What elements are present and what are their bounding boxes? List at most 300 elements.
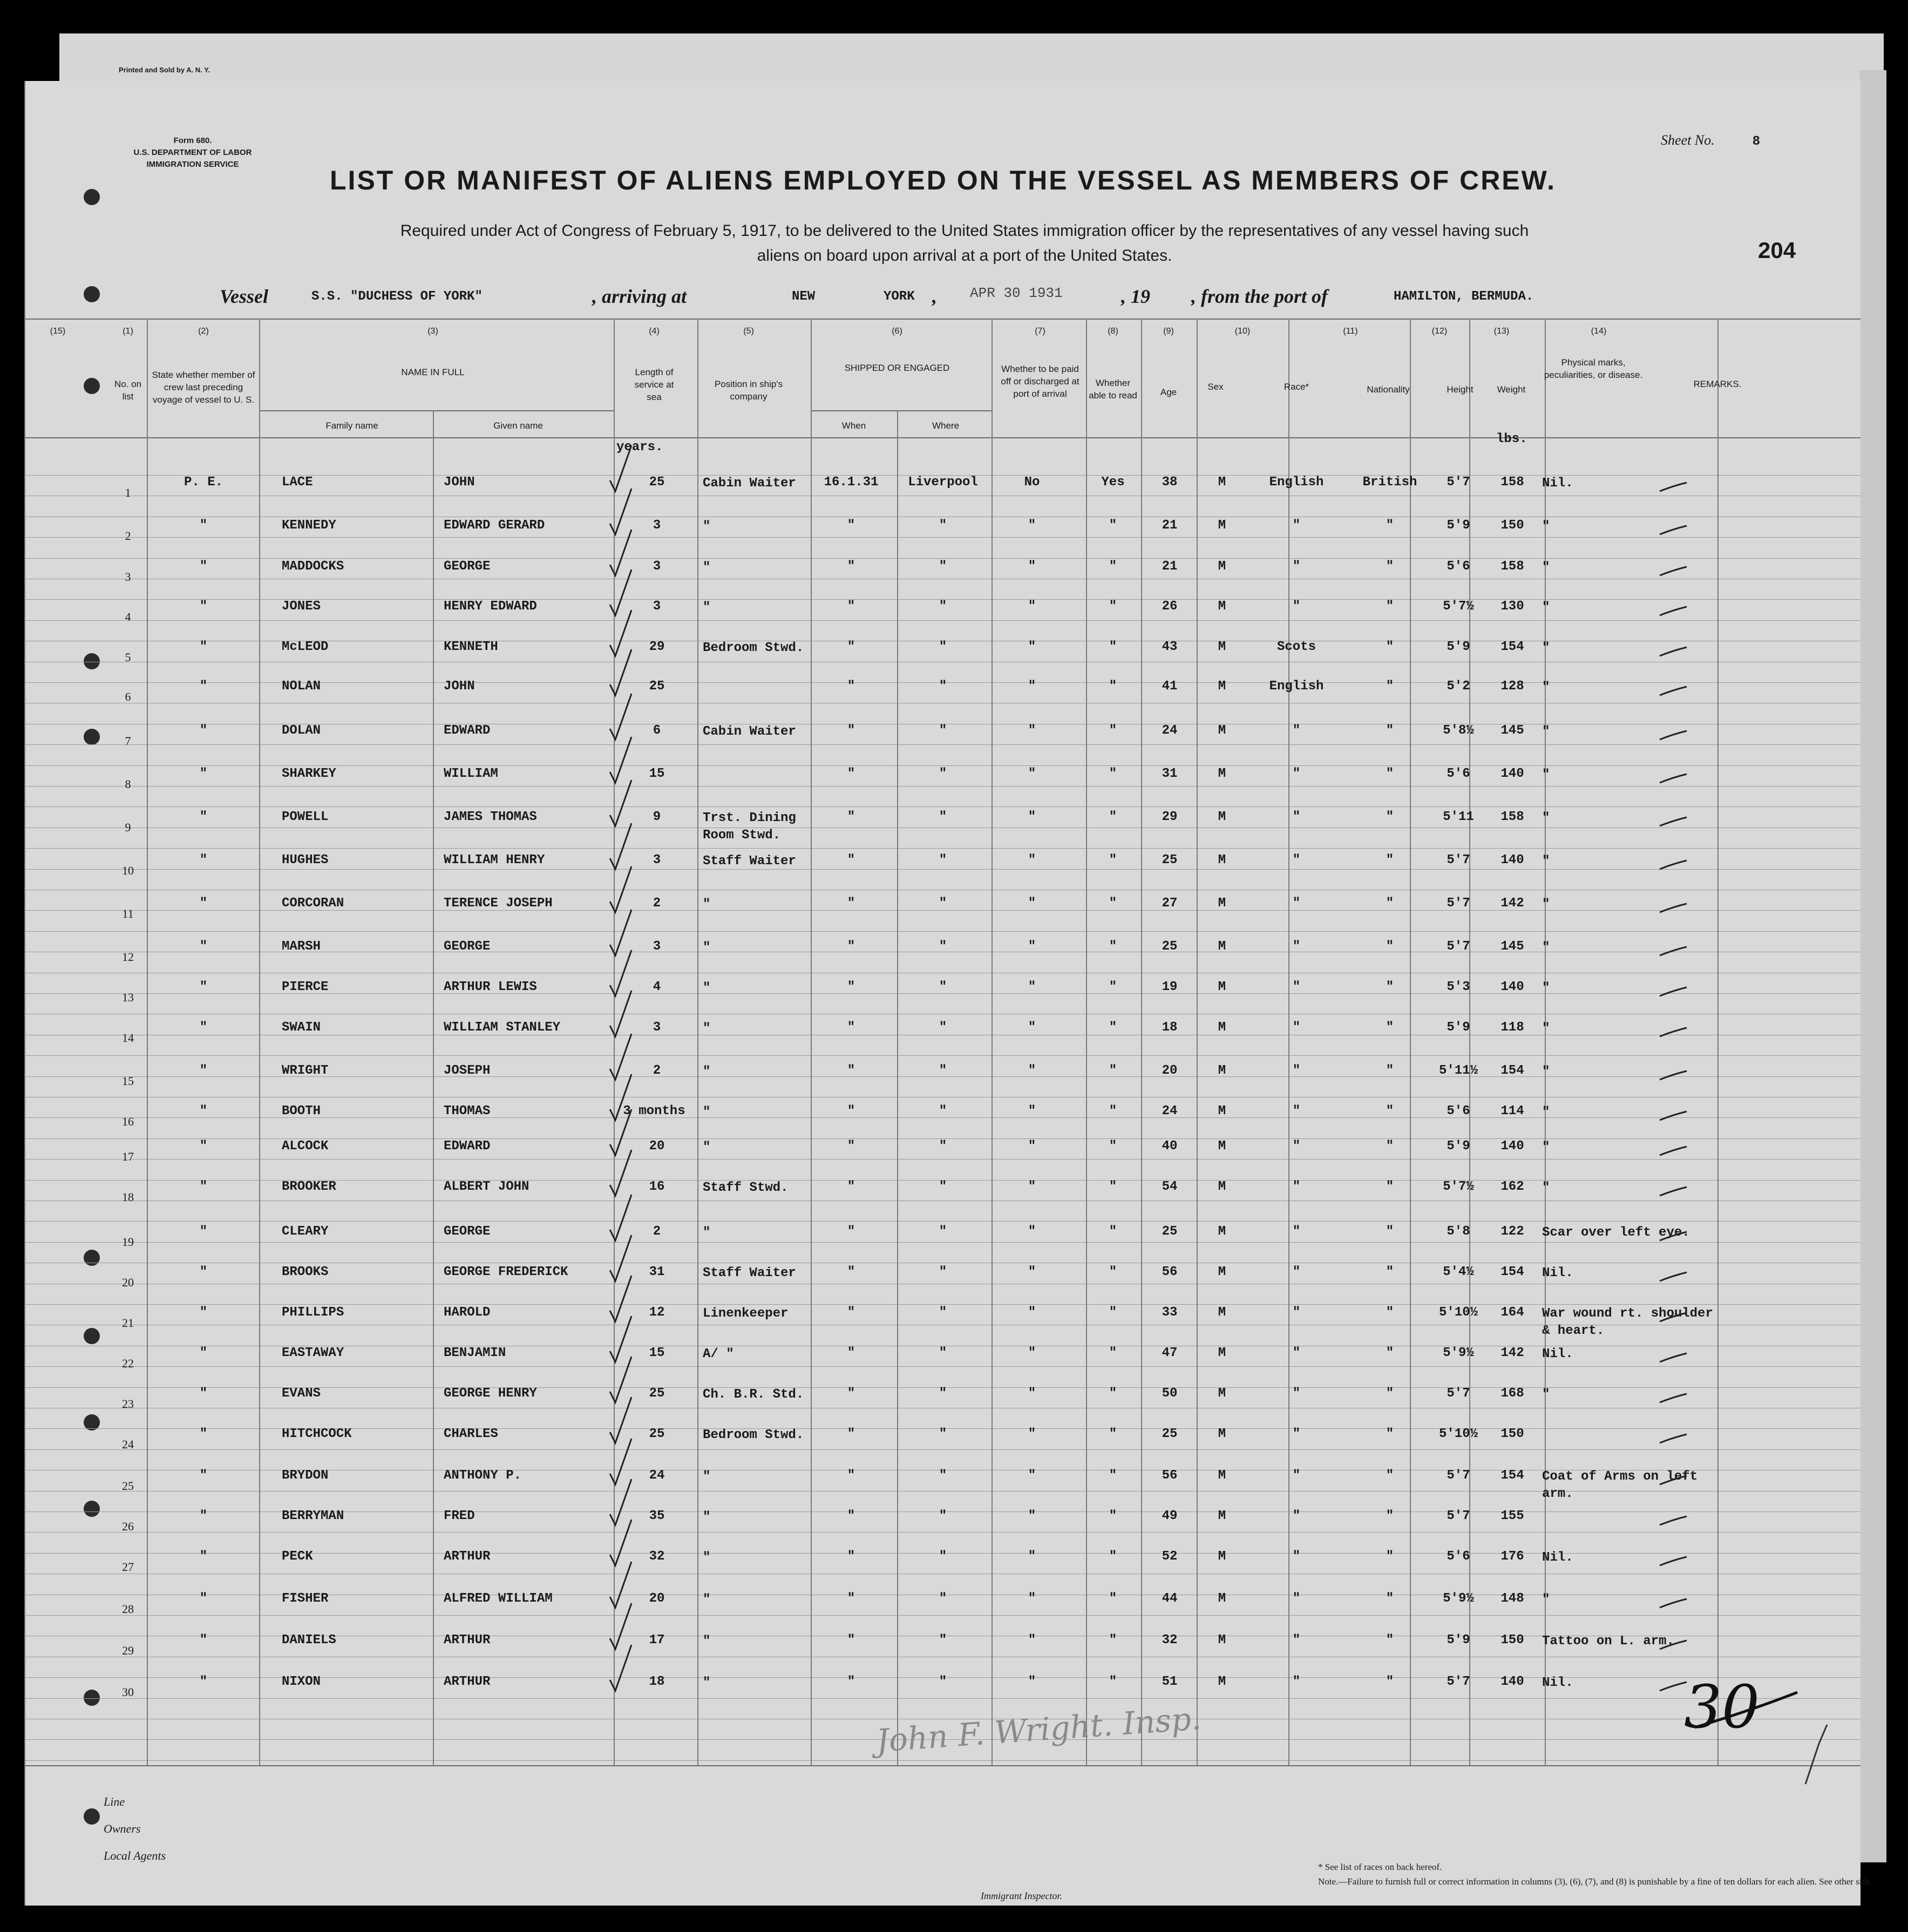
cell-paid: " <box>1028 723 1036 738</box>
check-mark <box>610 866 632 912</box>
cell-family: McLEOD <box>282 640 329 654</box>
cell-when: " <box>847 810 855 824</box>
cell-age: 25 <box>1162 939 1178 954</box>
cell-family: JONES <box>282 599 321 614</box>
inspector-signature: John F. Wright. Insp. <box>875 1700 1203 1759</box>
cell-age: 56 <box>1162 1468 1178 1483</box>
cell-height: 5'9 <box>1447 518 1470 533</box>
cell-length: 25 <box>649 1386 665 1401</box>
cell-race: " <box>1292 1549 1301 1564</box>
cell-family: BROOKER <box>282 1179 336 1194</box>
cell-family: ALCOCK <box>282 1139 329 1154</box>
cell-position: Staff Waiter <box>703 854 796 869</box>
cell-given: TERENCE JOSEPH <box>444 896 553 911</box>
cell-where: " <box>939 1427 947 1441</box>
cell-race: " <box>1292 767 1301 781</box>
cell-sex: M <box>1218 1104 1226 1118</box>
cell-marks: Nil. <box>1542 1550 1573 1565</box>
row-number: 15 <box>122 1074 134 1088</box>
cell-paid: " <box>1028 1346 1036 1360</box>
cell-state: " <box>199 1265 208 1279</box>
cell-sex: M <box>1218 640 1226 654</box>
cell-position: Ch. B.R. Std. <box>703 1387 804 1402</box>
remark-tick <box>1660 483 1687 491</box>
page-number: 204 <box>1758 238 1796 263</box>
cell-age: 25 <box>1162 853 1178 867</box>
cell-when: " <box>847 1305 855 1320</box>
cell-family: LACE <box>282 475 313 490</box>
cell-age: 24 <box>1162 723 1178 738</box>
cell-read: " <box>1109 1104 1117 1118</box>
cell-read: " <box>1109 1179 1117 1194</box>
cell-nat: " <box>1386 723 1394 738</box>
cell-marks: " <box>1542 768 1550 782</box>
cell-read: " <box>1109 1139 1117 1154</box>
cell-where: " <box>939 679 947 694</box>
cell-sex: M <box>1218 1591 1226 1606</box>
cell-sex: M <box>1218 475 1226 490</box>
cell-race: " <box>1292 1468 1301 1483</box>
cell-race: " <box>1292 939 1301 954</box>
cell-weight: 128 <box>1500 679 1524 694</box>
cell-state: " <box>199 1179 208 1194</box>
cell-read: " <box>1109 1346 1117 1360</box>
cell-height: 5'8 <box>1447 1224 1470 1239</box>
cell-when: " <box>847 1386 855 1401</box>
remark-tick <box>1660 1272 1687 1281</box>
cell-read: " <box>1109 1020 1117 1035</box>
cell-when: " <box>847 679 855 694</box>
cell-marks: " <box>1542 680 1550 695</box>
cell-where: " <box>939 1346 947 1360</box>
cell-read: " <box>1109 1468 1117 1483</box>
row-number: 30 <box>122 1685 134 1699</box>
cell-position: " <box>703 1105 711 1120</box>
cell-height: 5'6 <box>1447 767 1470 781</box>
cell-length: 32 <box>649 1549 665 1564</box>
check-mark <box>610 1520 632 1565</box>
cell-height: 5'9 <box>1447 1633 1470 1648</box>
column-number: (3) <box>427 327 438 336</box>
cell-given: ARTHUR LEWIS <box>444 980 537 994</box>
cell-sex: M <box>1218 1346 1226 1360</box>
remark-tick <box>1660 1232 1687 1240</box>
cell-age: 33 <box>1162 1305 1178 1320</box>
row-number: 22 <box>122 1357 134 1370</box>
cell-position: " <box>703 940 711 955</box>
cell-length: 3 <box>653 559 661 574</box>
column-number: (11) <box>1343 327 1358 336</box>
cell-sex: M <box>1218 679 1226 694</box>
cell-family: BERRYMAN <box>282 1509 344 1523</box>
row-number: 21 <box>122 1316 134 1330</box>
cell-when: " <box>847 1265 855 1279</box>
cell-age: 31 <box>1162 767 1178 781</box>
cell-age: 49 <box>1162 1509 1178 1523</box>
cell-state: " <box>199 640 208 654</box>
cell-read: " <box>1109 980 1117 994</box>
cell-height: 5'7½ <box>1443 1179 1474 1194</box>
cell-position: " <box>703 560 711 575</box>
cell-where: " <box>939 1305 947 1320</box>
cell-given: WILLIAM <box>444 767 498 781</box>
cell-sex: M <box>1218 896 1226 911</box>
cell-family: WRIGHT <box>282 1063 329 1078</box>
cell-nat: " <box>1386 1179 1394 1194</box>
cell-paid: " <box>1028 896 1036 911</box>
cell-position: Bedroom Stwd. <box>703 1428 804 1442</box>
cell-paid: " <box>1028 853 1036 867</box>
cell-nat: " <box>1386 1549 1394 1564</box>
footnote-penalty: Note.—Failure to furnish full or correct information in columns (3), (6), (7), and (8) is punishable by a fine of ten dollars for each alien. See other side. <box>1318 1876 1873 1887</box>
cell-height: 5'7 <box>1447 1675 1470 1689</box>
cell-height: 5'6 <box>1447 1104 1470 1118</box>
cell-given: JOSEPH <box>444 1063 491 1078</box>
cell-race: " <box>1292 896 1301 911</box>
cell-weight: 142 <box>1500 896 1524 911</box>
cell-when: " <box>847 723 855 738</box>
cell-state: " <box>199 1063 208 1078</box>
cell-read: " <box>1109 1591 1117 1606</box>
arrival-comma: , <box>932 286 937 307</box>
cell-state: " <box>199 1305 208 1320</box>
cell-sex: M <box>1218 1509 1226 1523</box>
cell-length: 3 <box>653 853 661 867</box>
header-position: Position in ship's company <box>714 379 783 402</box>
cell-sex: M <box>1218 1305 1226 1320</box>
cell-family: POWELL <box>282 810 329 824</box>
cell-position: Staff Stwd. <box>703 1181 789 1195</box>
cell-nat: " <box>1386 1224 1394 1239</box>
cell-family: PECK <box>282 1549 313 1564</box>
cell-family: HITCHCOCK <box>282 1427 352 1441</box>
cell-age: 27 <box>1162 896 1178 911</box>
cell-age: 29 <box>1162 810 1178 824</box>
cell-paid: No <box>1024 475 1040 490</box>
cell-read: " <box>1109 1063 1117 1078</box>
cell-age: 38 <box>1162 475 1178 490</box>
cell-paid: " <box>1028 518 1036 533</box>
cell-paid: " <box>1028 1139 1036 1154</box>
cell-age: 25 <box>1162 1224 1178 1239</box>
years-unit: years. <box>616 440 663 455</box>
cell-age: 43 <box>1162 640 1178 654</box>
cell-read: " <box>1109 767 1117 781</box>
remark-tick <box>1660 687 1687 695</box>
cell-length: 4 <box>653 980 661 994</box>
check-mark <box>610 1562 632 1608</box>
cell-nat: " <box>1386 1675 1394 1689</box>
cell-when: " <box>847 1179 855 1194</box>
cell-length: 16 <box>649 1179 665 1194</box>
check-mark <box>610 694 632 740</box>
cell-state: " <box>199 1549 208 1564</box>
cell-marks: " <box>1542 854 1550 869</box>
cell-race: " <box>1292 1179 1301 1194</box>
row-number: 24 <box>122 1438 134 1451</box>
cell-nat: " <box>1386 810 1394 824</box>
cell-sex: M <box>1218 518 1226 533</box>
remark-tick <box>1660 731 1687 740</box>
cell-family: FISHER <box>282 1591 329 1606</box>
column-number: (2) <box>198 327 209 336</box>
cell-family: PHILLIPS <box>282 1305 344 1320</box>
cell-height: 5'7 <box>1447 475 1470 490</box>
cell-length: 3 <box>653 599 661 614</box>
cell-marks: " <box>1542 1592 1550 1607</box>
cell-read: " <box>1109 1549 1117 1564</box>
cell-position: Linenkeeper <box>703 1306 789 1321</box>
cell-paid: " <box>1028 1224 1036 1239</box>
cell-marks: " <box>1542 897 1550 912</box>
header-marks: Physical marks, peculiarities, or disease. <box>1544 357 1643 380</box>
cell-state: " <box>199 679 208 694</box>
cell-given: GEORGE <box>444 939 491 954</box>
cell-age: 21 <box>1162 559 1178 574</box>
cell-nat: " <box>1386 1386 1394 1401</box>
cell-race: " <box>1292 853 1301 867</box>
cell-age: 24 <box>1162 1104 1178 1118</box>
remark-tick <box>1660 1028 1687 1036</box>
cell-read: " <box>1109 1427 1117 1441</box>
cell-given: GEORGE <box>444 559 491 574</box>
cell-position: A/ " <box>703 1347 734 1361</box>
arrival-port-b: YORK <box>884 289 915 304</box>
arrival-port-a: NEW <box>792 289 816 304</box>
cell-nat: " <box>1386 1104 1394 1118</box>
cell-length: 3 <box>653 939 661 954</box>
cell-marks: " <box>1542 1140 1550 1155</box>
cell-paid: " <box>1028 1104 1036 1118</box>
cell-race: " <box>1292 1020 1301 1035</box>
cell-sex: M <box>1218 1427 1226 1441</box>
cell-weight: 145 <box>1500 939 1524 954</box>
document-title: LIST OR MANIFEST OF ALIENS EMPLOYED ON THE VESSEL AS MEMBERS OF CREW. <box>330 165 1556 195</box>
remark-tick <box>1660 774 1687 783</box>
row-number: 4 <box>125 610 131 623</box>
cell-position: " <box>703 1469 711 1484</box>
cell-state: " <box>199 980 208 994</box>
cell-height: 5'6 <box>1447 1549 1470 1564</box>
cell-sex: M <box>1218 1265 1226 1279</box>
cell-nat: " <box>1386 1305 1394 1320</box>
cell-family: BROOKS <box>282 1265 329 1279</box>
column-number: (7) <box>1035 327 1045 336</box>
cell-height: 5'10½ <box>1438 1305 1478 1320</box>
sheet-number-label: Sheet No. <box>1661 132 1715 148</box>
cell-age: 20 <box>1162 1063 1178 1078</box>
header-family: Family name <box>325 421 378 431</box>
cell-sex: M <box>1218 559 1226 574</box>
cell-sex: M <box>1218 1468 1226 1483</box>
cell-sex: M <box>1218 939 1226 954</box>
cell-given: JOHN <box>444 679 475 694</box>
cell-when: " <box>847 1468 855 1483</box>
cell-state: " <box>199 1139 208 1154</box>
cell-sex: M <box>1218 1224 1226 1239</box>
cell-paid: " <box>1028 939 1036 954</box>
cell-read: " <box>1109 559 1117 574</box>
vessel-label: Vessel <box>220 286 268 307</box>
cell-weight: 122 <box>1500 1224 1524 1239</box>
cell-when: " <box>847 853 855 867</box>
header-height: Height <box>1447 384 1474 395</box>
lbs-unit: lbs. <box>1496 432 1527 446</box>
cell-height: 5'7 <box>1447 1468 1470 1483</box>
cell-length: 20 <box>649 1591 665 1606</box>
cell-position: " <box>703 1140 711 1155</box>
cell-sex: M <box>1218 1549 1226 1564</box>
cell-given: WILLIAM STANLEY <box>444 1020 561 1035</box>
cell-given: ALBERT JOHN <box>444 1179 529 1194</box>
cell-marks: " <box>1542 1065 1550 1079</box>
cell-where: " <box>939 980 947 994</box>
cell-nat: " <box>1386 518 1394 533</box>
row-number: 7 <box>125 734 131 748</box>
cell-state: " <box>199 1468 208 1483</box>
cell-length: 12 <box>649 1305 665 1320</box>
cell-when: " <box>847 980 855 994</box>
cell-age: 32 <box>1162 1633 1178 1648</box>
row-number: 3 <box>125 570 131 584</box>
cell-nat: " <box>1386 1139 1394 1154</box>
cell-position: " <box>703 981 711 995</box>
remark-tick <box>1660 1640 1687 1649</box>
cell-race: Scots <box>1276 640 1316 654</box>
cell-nat: " <box>1386 599 1394 614</box>
cell-paid: " <box>1028 1305 1036 1320</box>
cell-when: " <box>847 767 855 781</box>
remark-tick <box>1660 1476 1687 1484</box>
cell-race: " <box>1292 1139 1301 1154</box>
row-number: 2 <box>125 529 131 543</box>
cell-paid: " <box>1028 810 1036 824</box>
row-number: 28 <box>122 1602 134 1616</box>
cell-when: " <box>847 1427 855 1441</box>
cell-race: " <box>1292 518 1301 533</box>
cell-when: " <box>847 1549 855 1564</box>
cell-marks: " <box>1542 940 1550 955</box>
row-number: 16 <box>122 1115 134 1128</box>
cell-where: " <box>939 1104 947 1118</box>
cell-marks: Nil. <box>1542 1347 1573 1361</box>
cell-given: JAMES THOMAS <box>444 810 537 824</box>
cell-marks: " <box>1542 641 1550 655</box>
cell-read: " <box>1109 1633 1117 1648</box>
inspector-label: Immigrant Inspector. <box>981 1890 1062 1901</box>
cell-nat: " <box>1386 1063 1394 1078</box>
cell-state: " <box>199 810 208 824</box>
cell-given: ARTHUR <box>444 1549 491 1564</box>
remark-tick <box>1660 1682 1687 1691</box>
cell-sex: M <box>1218 1633 1226 1648</box>
column-number: (1) <box>123 327 133 336</box>
cell-weight: 140 <box>1500 980 1524 994</box>
remark-tick <box>1660 987 1687 996</box>
check-mark <box>610 1603 632 1649</box>
remark-tick <box>1660 904 1687 912</box>
cell-given: ANTHONY P. <box>444 1468 522 1483</box>
cell-weight: 140 <box>1500 1675 1524 1689</box>
cell-paid: " <box>1028 1549 1036 1564</box>
cell-weight: 158 <box>1500 810 1524 824</box>
cell-when: " <box>847 939 855 954</box>
cell-when: 16.1.31 <box>824 475 879 490</box>
column-number: (15) <box>50 327 66 336</box>
cell-read: " <box>1109 853 1117 867</box>
cell-when: " <box>847 1139 855 1154</box>
cell-where: " <box>939 559 947 574</box>
check-marks <box>610 445 632 1691</box>
remark-tick <box>1660 1599 1687 1608</box>
header-read: Whether able to read <box>1089 378 1137 401</box>
cell-paid: " <box>1028 1179 1036 1194</box>
cell-where: " <box>939 1468 947 1483</box>
cell-marks: " <box>1542 811 1550 825</box>
cell-weight: 145 <box>1500 723 1524 738</box>
cell-where: " <box>939 896 947 911</box>
cell-when: " <box>847 1020 855 1035</box>
cell-weight: 154 <box>1500 640 1524 654</box>
header-length: Length of service at sea <box>634 367 674 402</box>
cell-paid: " <box>1028 1591 1036 1606</box>
column-number: (6) <box>892 327 902 336</box>
cell-read: " <box>1109 1224 1117 1239</box>
cell-height: 5'11½ <box>1438 1063 1478 1078</box>
cell-nat: " <box>1386 767 1394 781</box>
remark-tick <box>1660 1187 1687 1196</box>
cell-marks: Nil. <box>1542 1676 1573 1690</box>
cell-when: " <box>847 1063 855 1078</box>
cell-age: 44 <box>1162 1591 1178 1606</box>
cell-race: English <box>1269 679 1324 694</box>
cell-height: 5'6 <box>1447 559 1470 574</box>
cell-family: HUGHES <box>282 853 329 867</box>
cell-given: EDWARD GERARD <box>444 518 545 533</box>
check-mark <box>610 780 632 826</box>
cell-state: P. E. <box>184 475 223 490</box>
cell-state: " <box>199 767 208 781</box>
cell-when: " <box>847 1591 855 1606</box>
cell-age: 40 <box>1162 1139 1178 1154</box>
subtitle-line-2: aliens on board upon arrival at a port of the United States. <box>757 247 1172 265</box>
cell-weight: 150 <box>1500 1633 1524 1648</box>
cell-age: 21 <box>1162 518 1178 533</box>
remark-tick <box>1660 860 1687 869</box>
remark-tick <box>1660 1313 1687 1321</box>
remark-tick <box>1660 1111 1687 1120</box>
check-mark <box>610 610 632 656</box>
cell-family: MADDOCKS <box>282 559 344 574</box>
cell-marks: Coat of Arms on left arm. <box>1542 1469 1698 1501</box>
cell-age: 56 <box>1162 1265 1178 1279</box>
check-mark <box>610 1645 632 1691</box>
cell-state: " <box>199 1633 208 1648</box>
cell-height: 5'9½ <box>1443 1591 1474 1606</box>
cell-nat: " <box>1386 1591 1394 1606</box>
row-number: 18 <box>122 1190 134 1204</box>
cell-family: EVANS <box>282 1386 321 1401</box>
row-number: 23 <box>122 1397 134 1411</box>
cell-nat: " <box>1386 1633 1394 1648</box>
cell-length: 35 <box>649 1509 665 1523</box>
header-shipped: SHIPPED OR ENGAGED <box>844 363 950 373</box>
cell-position: " <box>703 1592 711 1607</box>
cell-race: " <box>1292 723 1301 738</box>
subtitle-line-1: Required under Act of Congress of February 5, 1917, to be delivered to the United States immigration officer by the representatives of any vessel having such <box>400 222 1529 240</box>
remark-tick <box>1660 947 1687 955</box>
cell-given: JOHN <box>444 475 475 490</box>
